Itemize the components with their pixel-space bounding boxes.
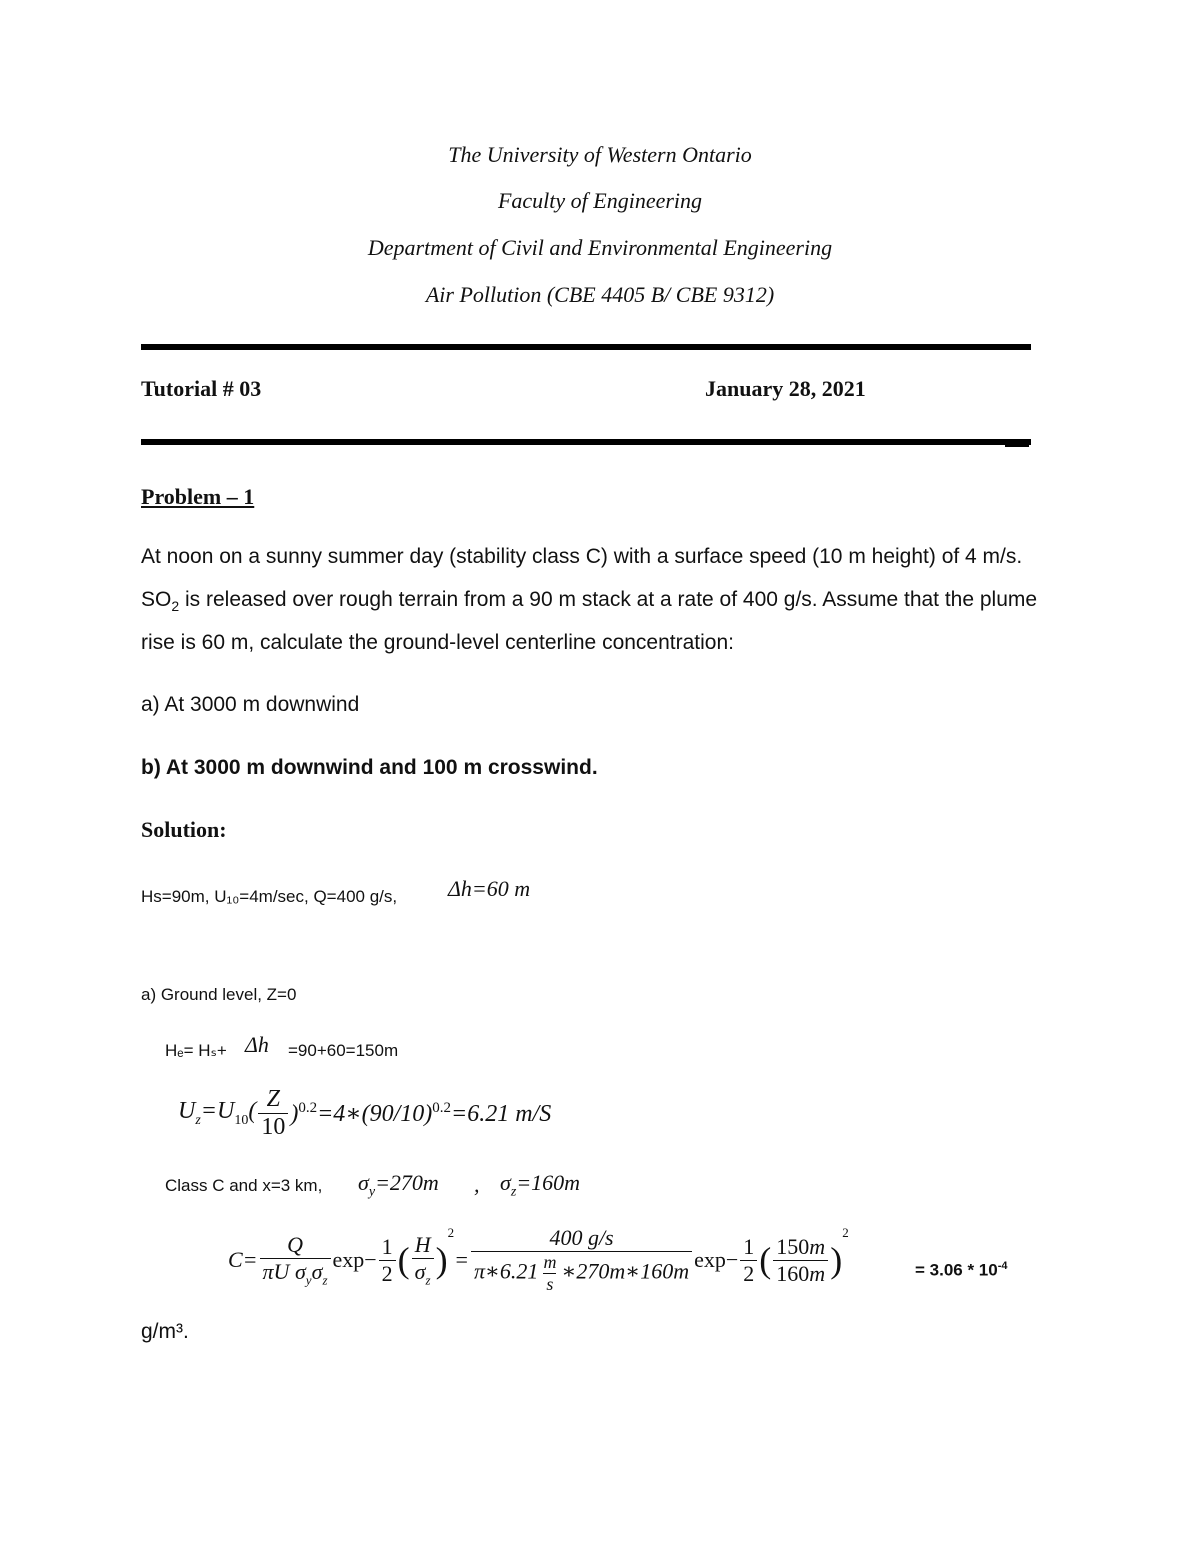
concentration-units: g/m³. bbox=[141, 1320, 189, 1343]
tutorial-number: Tutorial # 03 bbox=[141, 376, 262, 401]
sigma-y-value: $\sigma_y=270m$ bbox=[358, 1170, 439, 1200]
faculty-name: Faculty of Engineering bbox=[497, 188, 703, 213]
problem-line-1: At noon on a sunny summer day (stability class C) with a surface speed (10 m height) of 4 m/s. bbox=[141, 545, 1023, 568]
given-delta-h: Δh=60 m bbox=[448, 876, 531, 901]
so2-text: SO bbox=[141, 588, 172, 611]
solution-heading: Solution: bbox=[141, 817, 227, 842]
bottom-rule bbox=[141, 439, 1031, 445]
tutorial-date: January 28, 2021 bbox=[705, 376, 866, 401]
effective-height-label: Hₑ= Hₛ+ bbox=[165, 1041, 227, 1060]
given-values: Hs=90m, U₁₀=4m/sec, Q=400 g/s, bbox=[141, 887, 398, 906]
course-name: Air Pollution (CBE 4405 B/ CBE 9312) bbox=[425, 282, 775, 307]
result-exponent: -4 bbox=[997, 1260, 1008, 1272]
wind-speed-equation: $U_z=U_{10}$( $\frac{Z}{10}$ )$^{0.2}=4∗(90/10)^{0.2}=6.21$ m/S bbox=[178, 1086, 552, 1140]
sigma-z-value: $\sigma_z=160m$ bbox=[500, 1170, 581, 1200]
comma-separator: , bbox=[474, 1172, 480, 1197]
top-rule bbox=[141, 344, 1031, 350]
part-b: b) At 3000 m downwind and 100 m crosswind. bbox=[141, 756, 598, 779]
class-label: Class C and x=3 km, bbox=[165, 1176, 323, 1195]
rule-extension bbox=[1005, 441, 1029, 447]
concentration-equation: C= $\frac{Q}{\pi U \sigma_y\sigma_z}$ exp− $\frac{1}{2}$ ( $\frac{H}{\sigma_z}$ ) $^2$ = 400 g/s π∗6.21 $\frac{m}{s}$ ∗270m∗160m exp− $\frac{1}{2}$ ( $\frac{150m}{160m}$ ) $^2$ bbox=[228, 1225, 849, 1294]
department-name: Department of Civil and Environmental Engineering bbox=[367, 235, 833, 260]
effective-height-dh: Δh bbox=[245, 1032, 269, 1057]
university-name: The University of Western Ontario bbox=[448, 142, 752, 167]
so2-subscript: 2 bbox=[171, 598, 180, 615]
problem-line-2-rest: is released over rough terrain from a 90 m stack at a rate of 400 g/s. Assume that the plume bbox=[179, 588, 1038, 611]
concentration-result bbox=[915, 1260, 1008, 1281]
ground-level-label: a) Ground level, Z=0 bbox=[141, 985, 297, 1004]
effective-height-value: =90+60=150m bbox=[288, 1041, 399, 1060]
problem-heading: Problem – 1 bbox=[141, 484, 255, 509]
result-value: = 3.06 * 10 bbox=[915, 1260, 998, 1280]
problem-line-3: rise is 60 m, calculate the ground-level centerline concentration: bbox=[141, 631, 734, 654]
problem-line-2 bbox=[141, 588, 1037, 614]
part-a: a) At 3000 m downwind bbox=[141, 693, 360, 716]
